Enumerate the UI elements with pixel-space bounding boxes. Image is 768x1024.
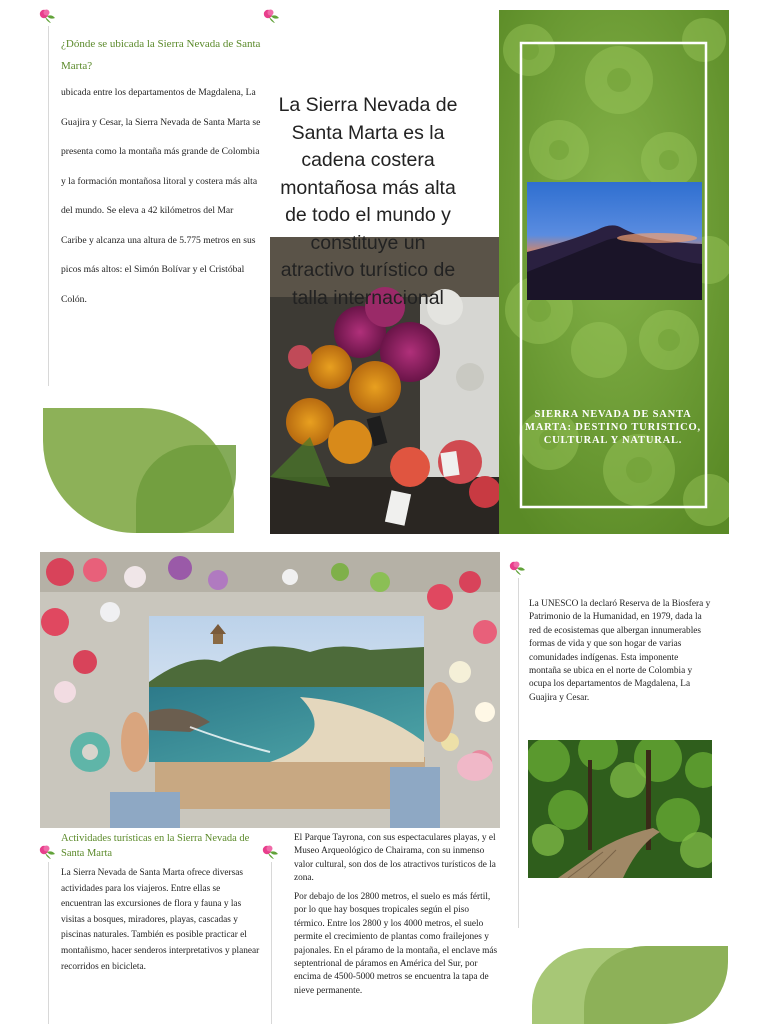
divider-line	[518, 578, 519, 928]
pink-flower-icon	[508, 560, 526, 576]
panel5-para2: Por debajo de los 2800 metros, el suelo es más fértil, por lo que hay bosques tropicales según el piso térmico. Entre los 2800 y los 4000 metros, el suelo permite el crecimiento de plantas como frailejones y pajonales. En el páramo de la montaña, el enclave más septentrional de páramos en América del Sur, por encima de 4500-5000 metros se encuentra la tapa de nieve permanente.	[294, 892, 498, 996]
mountain-sunset-image	[527, 182, 702, 300]
tayrona-beach-collage-image	[40, 552, 500, 828]
cover-title: SIERRA NEVADA DE SANTA MARTA: DESTINO TURISTICO, CULTURAL Y NATURAL.	[525, 409, 701, 446]
leaf-shapes-decoration	[532, 946, 730, 1024]
panel2-headline: La Sierra Nevada de Santa Marta es la cadena costera montañosa más alta de todo el mundo y constituye un atractivo turístico de talla internacional	[278, 94, 458, 309]
panel5-para1: El Parque Tayrona, con sus espectaculares playas, y el Museo Arqueológico de Chairama, con su inmenso valor cultural, son dos de los atractivos turísticos de la zona.	[294, 833, 496, 884]
pink-flower-icon	[262, 8, 280, 24]
panel1-body: ubicada entre los departamentos de Magdalena, La Guajira y Cesar, la Sierra Nevada de Santa Marta se presenta como la montaña más grande de Colombia y la formación montañosa litoral y costera más alta del mundo. Se eleva a 42 kilómetros del Mar Caribe y alcanza una altura de 5.775 metros en sus picos más altos: el Simón Bolívar y el Cristóbal Colón.	[61, 87, 261, 305]
divider-line	[271, 862, 272, 1024]
panel4-title: Actividades turísticas en la Sierra Nevada de Santa Marta	[61, 833, 250, 859]
panel1-question: ¿Dónde se ubicada la Sierra Nevada de Santa Marta?	[61, 38, 261, 72]
panel6-body: La UNESCO la declaró Reserva de la Biosfera y Patrimonio de la Humanidad, en 1979, dada la red de ecosistemas que albergan innumerables formas de vida y que son hogar de varias comunidades indígenas. Esta imponente montaña se ubica en el norte de Colombia y ocupa los departamentos de Magdalena, La Guajira y Cesar.	[529, 599, 711, 703]
pink-flower-icon	[38, 844, 56, 860]
divider-line	[48, 862, 49, 1024]
forest-path-image	[528, 740, 712, 878]
pink-flower-icon	[261, 844, 279, 860]
leaf-shapes-decoration	[40, 405, 242, 537]
panel4-body: La Sierra Nevada de Santa Marta ofrece diversas actividades para los viajeros. Entre ellas se encuentran las excursiones de flora y fauna y las visitas a bosques, miradores, playas, cascadas y piscinas naturales. También es posible practicar el montañismo, hacer senderos interpretativos y planear recorridos en bicicleta.	[61, 868, 260, 972]
pink-flower-icon	[38, 8, 56, 24]
divider-line	[48, 26, 49, 386]
